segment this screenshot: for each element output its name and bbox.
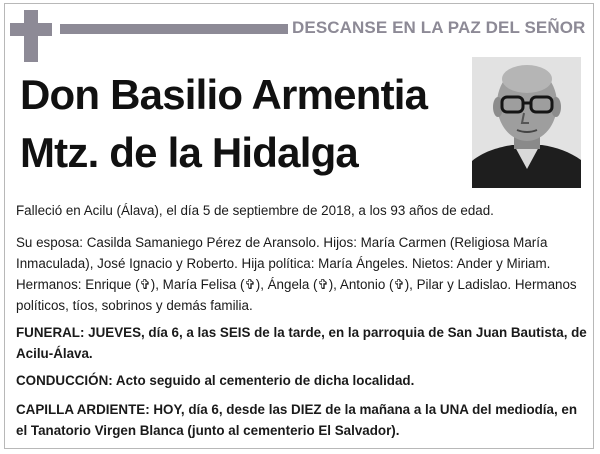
- portrait-illustration: [472, 57, 581, 188]
- cross-horizontal-bar: [10, 23, 52, 36]
- chapel-info: CAPILLA ARDIENTE: HOY, día 6, desde las DIEZ de la mañana a la UNA del mediodía, en el Tanatorio Virgen Blanca (junto al cementerio El Salvador).: [16, 402, 578, 438]
- death-notice: Falleció en Acilu (Álava), el día 5 de septiembre de 2018, a los 93 años de edad.: [16, 203, 494, 218]
- funeral-info: FUNERAL: JUEVES, día 6, a las SEIS de la tarde, en la parroquia de San Juan Bautista, de Acilu-Álava.: [16, 325, 587, 361]
- header-banner: DESCANSE EN LA PAZ DEL SEÑOR: [292, 18, 586, 37]
- deceased-name-line2: Mtz. de la Hidalga: [20, 129, 358, 176]
- cross-vertical-bar: [24, 10, 38, 62]
- deceased-name-line1: Don Basilio Armentia: [20, 71, 428, 118]
- header-rule: [60, 24, 288, 34]
- portrait-photo: [472, 57, 581, 188]
- procession-info: CONDUCCIÓN: Acto seguido al cementerio de dicha localidad.: [16, 373, 415, 388]
- family-list: Su esposa: Casilda Samaniego Pérez de Aransolo. Hijos: María Carmen (Religiosa María Inmaculada), José Ignacio y Roberto. Hija política: María Ángeles. Nietos: Ander y Miriam. Hermanos: Enrique (✞), María Felisa (✞), Ángela (✞), Antonio (✞), Pilar y Ladislao. Hermanos políticos, tíos, sobrinos y demás familia.: [16, 235, 577, 313]
